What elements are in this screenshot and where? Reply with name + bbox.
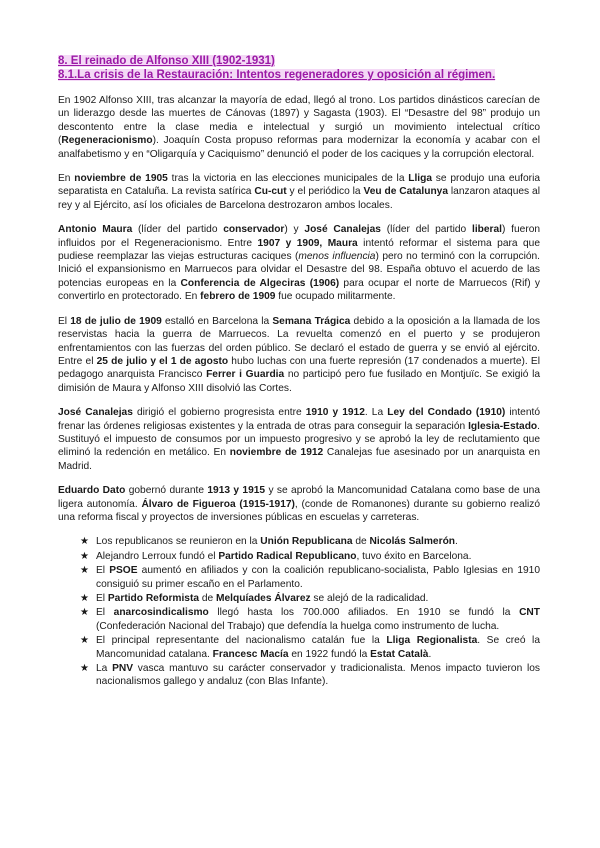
paragraph-canalejas: José Canalejas dirigió el gobierno progresista entre 1910 y 1912. La Ley del Condado (1910) intentó frenar las órdenes religiosas existentes y la entrada de otras para conseguir la separación Iglesia-Estado. Sustituyó el impuesto de consumos por un impuesto progresivo y se aprobó la ley de reclutamiento que eliminó la redención en metálico. En noviembre de 1912 Canalejas fue asesinado por un anarquista en Madrid. [58,407,540,472]
opposition-list [58,535,540,688]
star-bullet-icon: ★ [80,550,89,562]
list-item: ★ Los republicanos se reunieron en la Unión Republicana de Nicolás Salmerón. [80,536,458,548]
paragraph-1905: En noviembre de 1905 tras la victoria en las elecciones municipales de la Lliga se produjo una euforia separatista en Cataluña. La revista satírica Cu-cut y el periódico la Veu de Catalunya lanzaron ataques al rey y al Ejército, así los oficiales de Barcelona destrozaron ambos locales. [58,173,540,211]
star-bullet-icon: ★ [80,593,89,604]
list-item: ★ El Partido Reformista de Melquíades Álvarez se alejó de la radicalidad. [80,593,429,604]
paragraph-dato: Eduardo Dato gobernó durante 1913 y 1915 y se aprobó la Mancomunidad Catalana como base de una ligera autonomía. Álvaro de Figueroa (1915-1917), (conde de Romanones) durante su gobierno realizó una reforma fiscal y proyectos de inversiones públicas en escuelas y carreteras. [58,485,541,523]
list-item: ★ El PSOE aumentó en afiliados y con la coalición republicano-socialista, Pablo Iglesias en 1910 consiguió su primer escaño en el Parlamento. [80,565,541,590]
star-bullet-icon: ★ [80,635,89,647]
star-bullet-icon: ★ [80,565,89,577]
list-item: ★ Alejandro Lerroux fundó el Partido Radical Republicano, tuvo éxito en Barcelona. [80,550,472,562]
star-bullet-icon: ★ [80,607,89,619]
list-item: ★ El principal representante del nacionalismo catalán fue la Lliga Regionalista. Se creó la Mancomunidad catalana. Francesc Macía en 1922 fundó la Estat Català. [80,635,540,660]
paragraph-semana-tragica: El 18 de julio de 1909 estalló en Barcelona la Semana Trágica debido a la oposición a la llamada de los reservistas hacia la guerra de Marruecos. La revuelta comenzó en el puerto y se produjeron enfrentamientos con las fuerzas del orden público. Se declaró el estado de guerra y se envió al ejército. Entre el 25 de julio y el 1 de agosto hubo luchas con una fuerte represión (17 condenados a muerte). El pedagogo anarquista Francisco Ferrer i Guardia no participó pero fue fusilado en Montjuïc. Se exigió la dimisión de Maura y Alfonso XIII disolvió las Cortes. [58,315,540,394]
paragraph-maura: Antonio Maura (líder del partido conservador) y José Canalejas (líder del partido liberal) fueron influidos por el Regeneracionismo. Entre 1907 y 1909, Maura intentó reformar el sistema para que pudiese reemplazar las viejas estructuras caciques (menos influencia) pero no terminó con la corrupción. Inició el expansionismo en Marruecos para olvidar el Desastre del 98. España obtuvo el acuerdo de las potencias europeas en la Conferencia de Algeciras (1906) para ocupar el norte de Marruecos (Rif) y convertirlo en protectorado. En febrero de 1909 fue ocupado militarmente. [58,224,541,303]
chapter-heading: 8. El reinado de Alfonso XIII (1902-1931) [58,55,275,67]
list-item: ★ La PNV vasca mantuvo su carácter conservador y tradicionalista. Menos impacto tuvieron los nacionalismos gallego y andaluz (con Blas Infante). [80,663,540,688]
section-heading: 8.1.La crisis de la Restauración: Intentos regeneradores y oposición al régimen. [58,69,496,81]
list-item: ★ El anarcosindicalismo llegó hasta los 700.000 afiliados. En 1910 se fundó la CNT (Confederación Nacional del Trabajo) que defendía la huelga como instrumento de lucha. [80,607,540,632]
star-bullet-icon: ★ [80,536,89,548]
star-bullet-icon: ★ [80,663,89,675]
paragraph-intro: En 1902 Alfonso XIII, tras alcanzar la mayoría de edad, llegó al trono. Los partidos dinásticos carecían de un liderazgo desde las muertes de Cánovas (1897) y Sagasta (1903). El “Desastre del 98” produjo un descontento entre la clase media e intelectual y surgió un movimiento intelectual crítico (Regeneracionismo). Joaquín Costa propuso reformas para modernizar la economía y acabar con el analfabetismo y en “Oligarquía y Caciquismo” denunció el poder de los caciques y la corrupción electoral. [58,95,540,160]
